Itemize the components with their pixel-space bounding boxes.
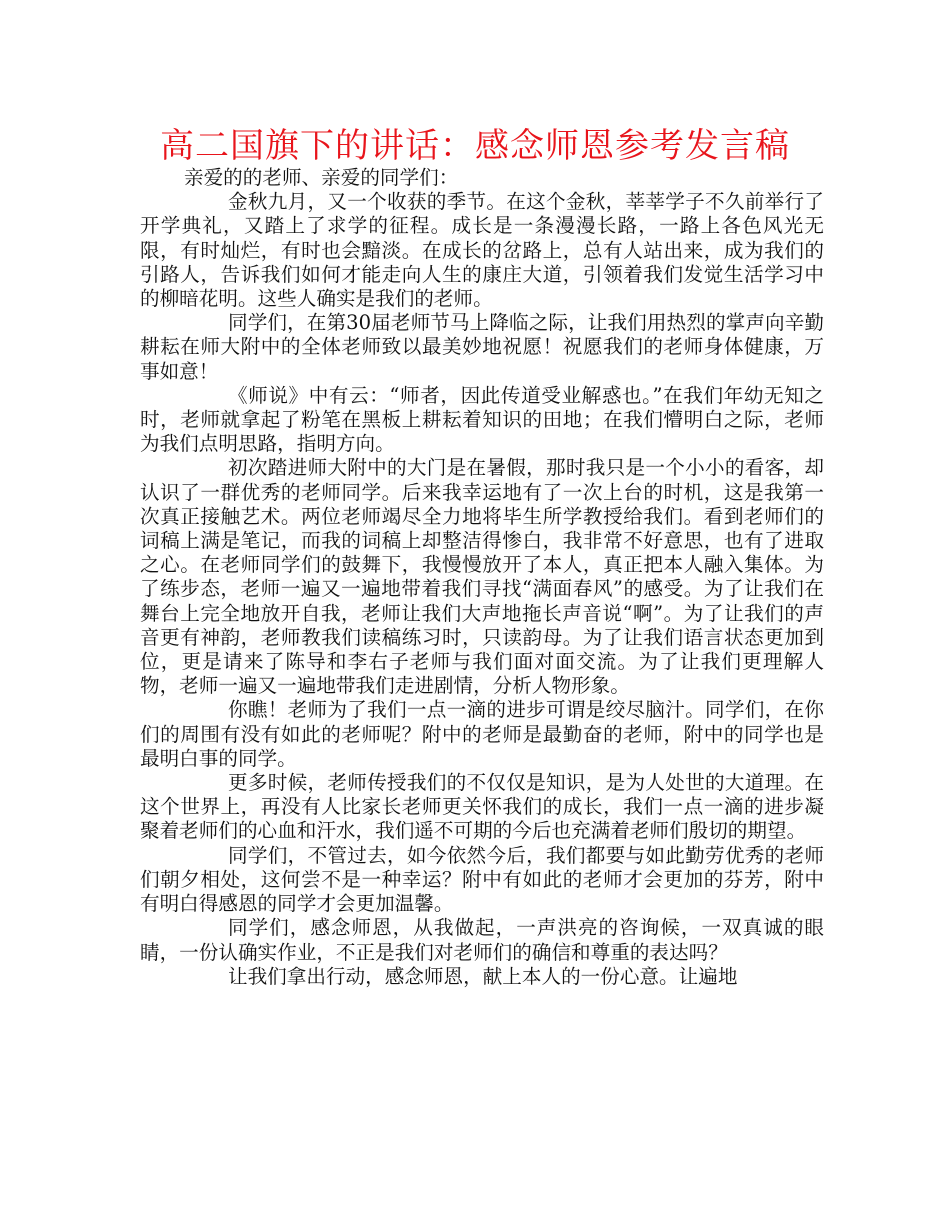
paragraph: 同学们，感念师恩，从我做起，一声洪亮的咨询候，一双真诚的眼睛，一份认确实作业，不正是我们对老师们的确信和尊重的表达吗？ <box>140 916 824 964</box>
document-body <box>140 166 824 989</box>
paragraph: 同学们，在第30届老师节马上降临之际，让我们用热烈的掌声向辛勤耕耘在师大附中的全体老师致以最美妙地祝愿！祝愿我们的老师身体健康，万事如意！ <box>140 311 824 383</box>
paragraph: 同学们，不管过去，如今依然今后，我们都要与如此勤劳优秀的老师们朝夕相处，这何尝不是一种幸运？附中有如此的老师才会更加的芬芳，附中有明白得感恩的同学才会更加温馨。 <box>140 843 824 916</box>
paragraph: 初次踏进师大附中的大门是在暑假，那时我只是一个小小的看客，却认识了一群优秀的老师同学。后来我幸运地有了一次上台的时机，这是我第一次真正接触艺术。两位老师竭尽全力地将毕生所学教授给我们。看到老师们的词稿上满是笔记，而我的词稿上却整洁得惨白，我非常不好意思，也有了进取之心。在老师同学们的鼓舞下，我慢慢放开了本人，真正把本人融入集体。为了练步态，老师一遍又一遍地带着我们寻找“满面春风”的感受。为了让我们在舞台上完全地放开自我，老师让我们大声地拖长声音说“啊”。为了让我们的声音更有神韵，老师教我们读稿练习时，只读韵母。为了让我们语言状态更加到位，更是请来了陈导和李右子老师与我们面对面交流。为了让我们更理解人物，老师一遍又一遍地带我们走进剧情，分析人物形象。 <box>140 456 824 698</box>
paragraph: 让我们拿出行动，感念师恩，献上本人的一份心意。让遍地 <box>228 964 738 988</box>
document-title: 高二国旗下的讲话：感念师恩参考发言稿 <box>160 126 790 166</box>
paragraph: 更多时候，老师传授我们的不仅仅是知识，是为人处世的大道理。在这个世界上，再没有人比家长老师更关怀我们的成长，我们一点一滴的进步凝聚着老师们的心血和汗水，我们遥不可期的今后也充满着老师们殷切的期望。 <box>140 771 824 843</box>
paragraph: 《师说》中有云：“师者，因此传道受业解惑也。”在我们年幼无知之时，老师就拿起了粉笔在黑板上耕耘着知识的田地；在我们懵明白之际，老师为我们点明思路，指明方向。 <box>140 383 824 456</box>
paragraph: 金秋九月，又一个收获的季节。在这个金秋，莘莘学子不久前举行了开学典礼，又踏上了求学的征程。成长是一条漫漫长路，一路上各色风光无限，有时灿烂，有时也会黯淡。在成长的岔路上，总有人站出来，成为我们的引路人，告诉我们如何才能走向人生的康庄大道，引领着我们发觉生活学习中的柳暗花明。这些人确实是我们的老师。 <box>140 190 824 311</box>
salutation: 亲爱的的老师、亲爱的同学们： <box>184 166 459 189</box>
paragraph: 你瞧！老师为了我们一点一滴的进步可谓是绞尽脑汁。同学们，在你们的周围有没有如此的老师呢？附中的老师是最勤奋的老师，附中的同学也是最明白事的同学。 <box>140 698 824 770</box>
